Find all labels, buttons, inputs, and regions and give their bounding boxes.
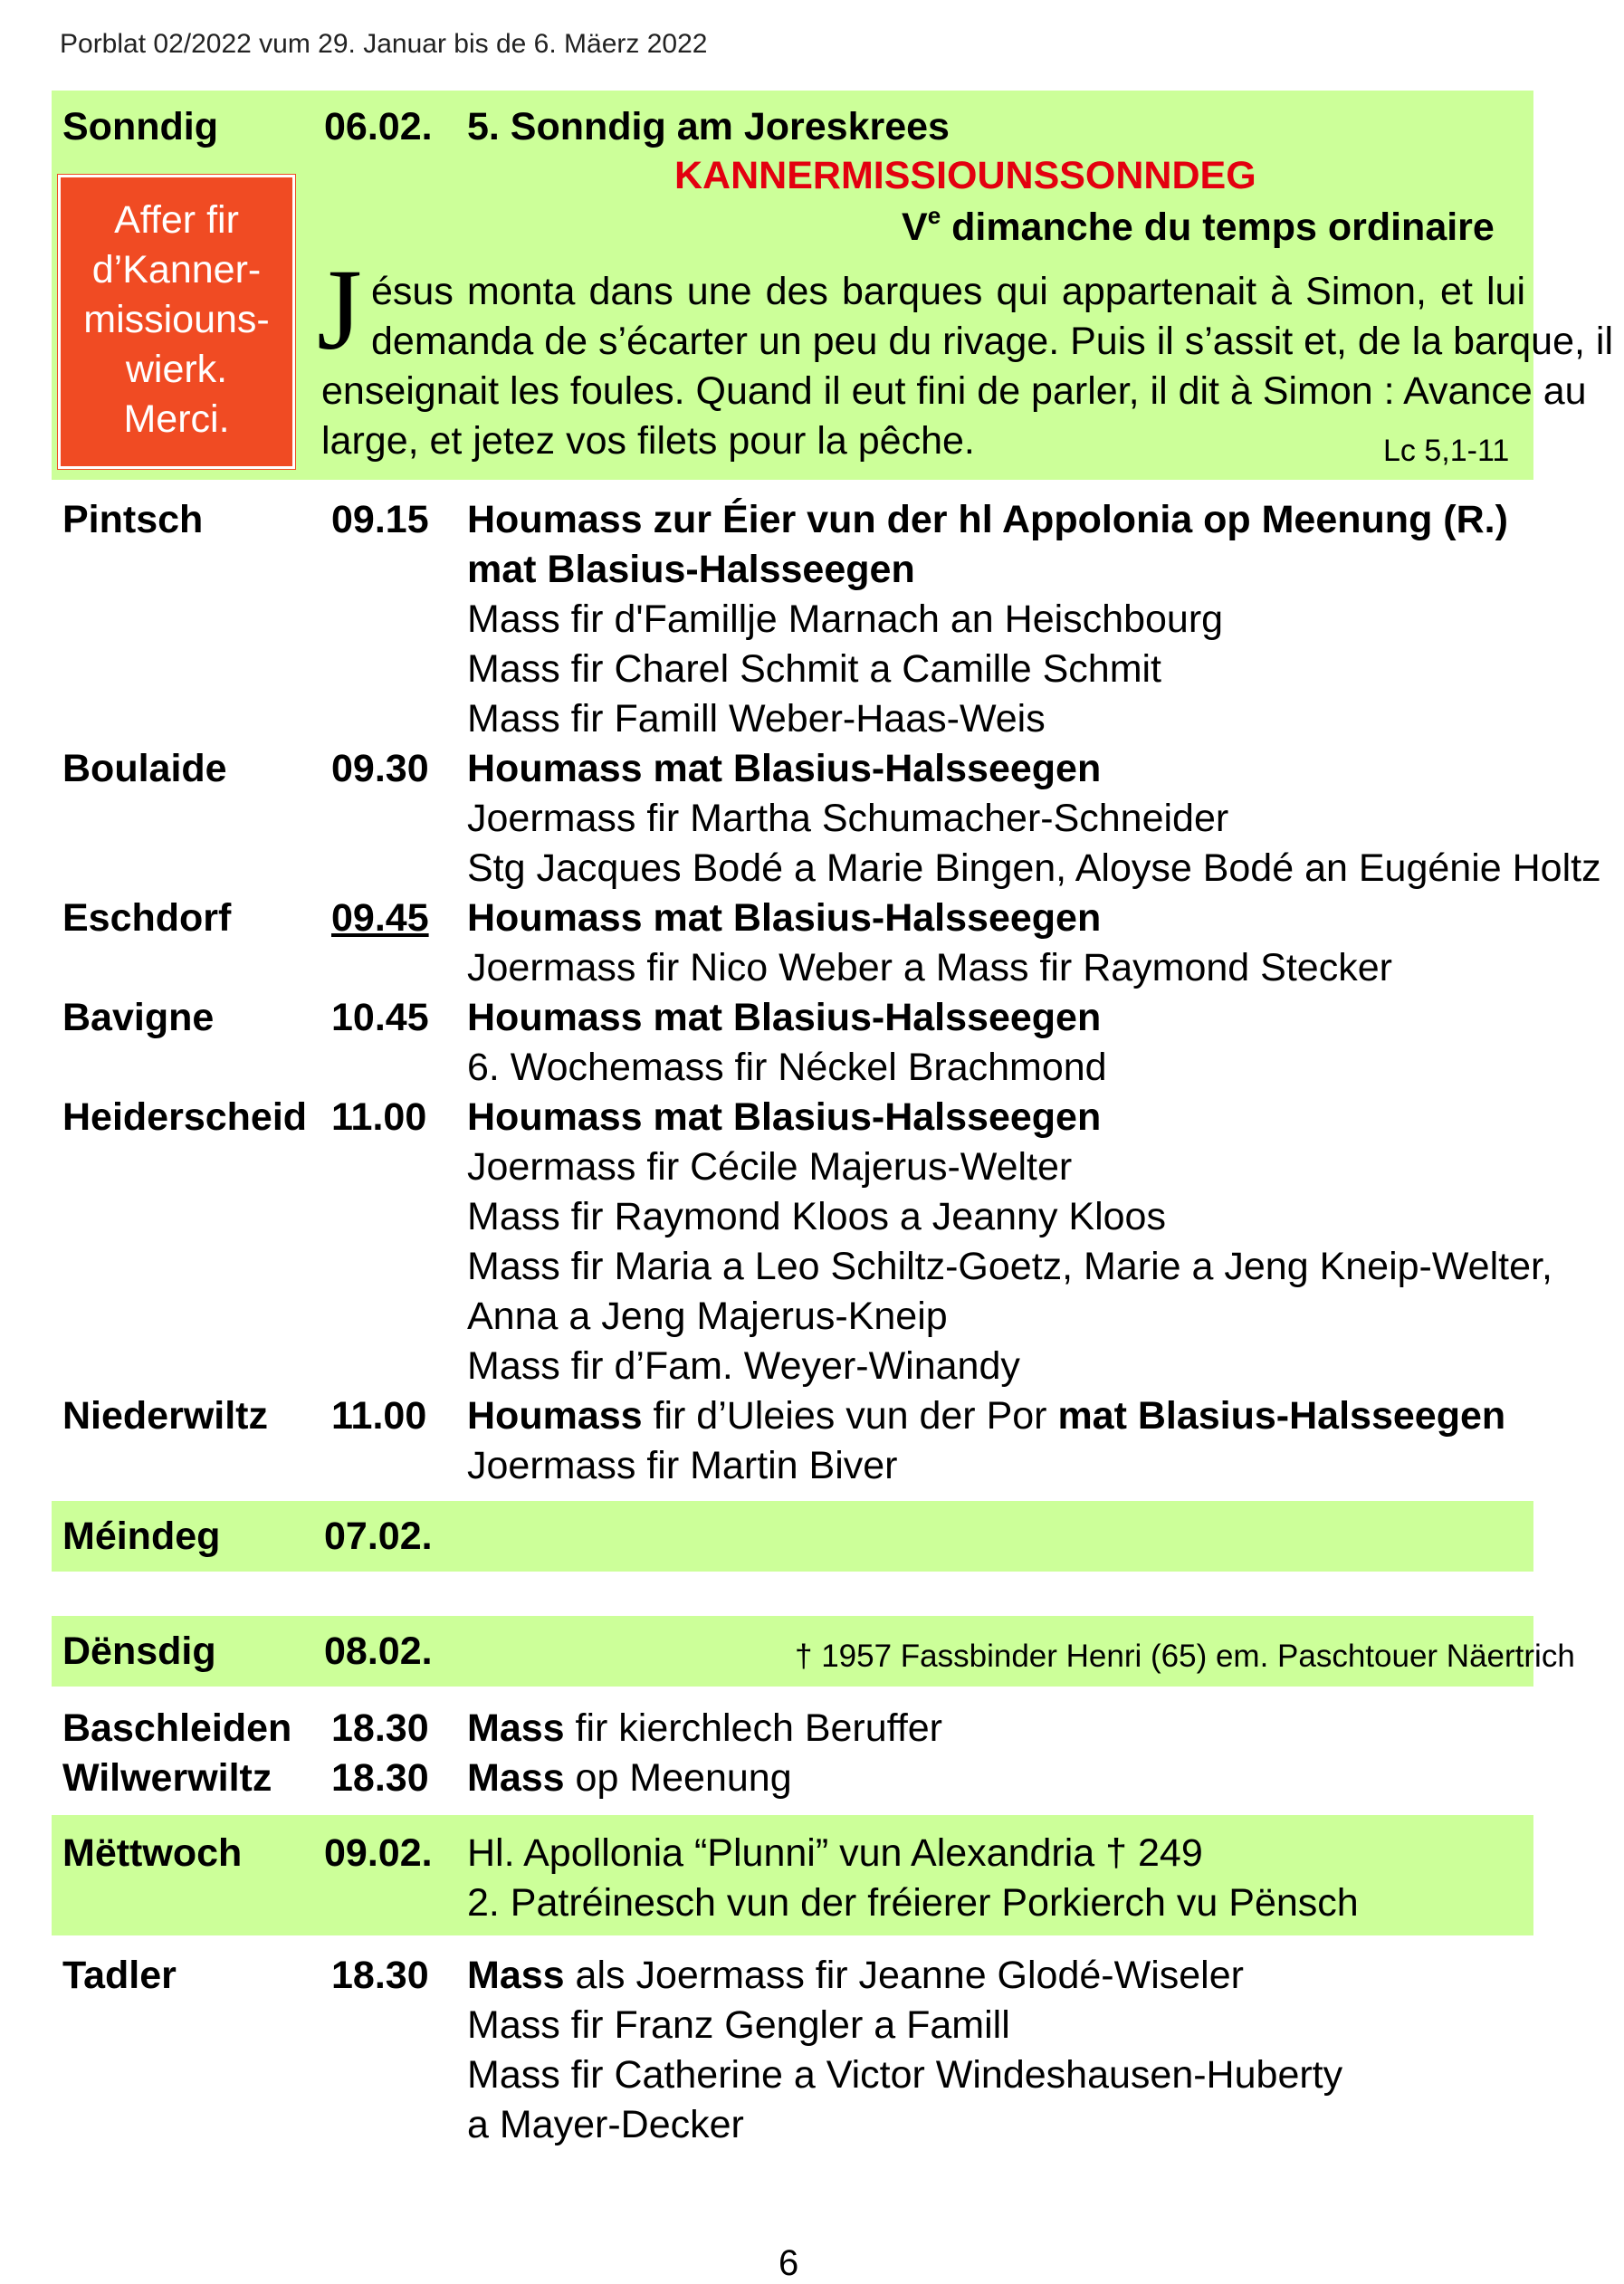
- text-line: Mass fir Franz Gengler a Famill: [467, 2003, 1010, 2047]
- time-pintsch: 09.15: [331, 498, 429, 541]
- text-line: mat Blasius-Halsseegen: [467, 548, 915, 591]
- day-densdig: Dënsdig: [62, 1629, 216, 1673]
- text-line: Mass als Joermass fir Jeanne Glodé-Wiseler: [467, 1954, 1244, 1997]
- time-boulaide: 09.30: [331, 747, 429, 790]
- text-line: Mass fir kierchlech Beruffer: [467, 1706, 943, 1750]
- text-line: Houmass zur Éier vun der hl Appolonia op Meenung (R.): [467, 498, 1508, 541]
- text-line: Houmass mat Blasius-Halsseegen: [467, 747, 1102, 790]
- time-heiderscheid: 11.00: [331, 1095, 427, 1139]
- text-line: Joermass fir Martin Biver: [467, 1444, 898, 1487]
- place-pintsch: Pintsch: [62, 498, 204, 541]
- obituary-note: † 1957 Fassbinder Henri (65) em. Paschtouer Näertrich: [795, 1639, 1575, 1674]
- text-line: Houmass mat Blasius-Halsseegen: [467, 1095, 1102, 1139]
- gospel-reference: Lc 5,1-11: [1383, 434, 1510, 468]
- place-tadler: Tadler: [62, 1954, 177, 1997]
- gospel-quote: [321, 267, 1614, 466]
- text-line: Mass fir Famill Weber-Haas-Weis: [467, 697, 1046, 741]
- text-line: Mass fir Maria a Leo Schiltz-Goetz, Marie a Jeng Kneip-Welter,: [467, 1245, 1552, 1288]
- page-header: Porblat 02/2022 vum 29. Januar bis de 6. Mäerz 2022: [60, 29, 708, 59]
- quote-line: large, et jetez vos filets pour la pêche.: [321, 419, 975, 463]
- date-meindeg: 07.02.: [324, 1515, 433, 1558]
- quote-line: enseignait les foules. Quand il eut fini de parler, il dit à Simon : Avance au: [321, 369, 1587, 413]
- time-niederwiltz: 11.00: [331, 1394, 427, 1438]
- text-line: Mass fir Raymond Kloos a Jeanny Kloos: [467, 1195, 1166, 1238]
- date-mettwoch: 09.02.: [324, 1831, 433, 1875]
- text-line: a Mayer-Decker: [467, 2103, 744, 2146]
- offer-line: missiouns-: [83, 298, 270, 341]
- text-line: Houmass fir d’Uleies vun der Por mat Blasius-Halsseegen: [467, 1394, 1506, 1438]
- offer-line: Merci.: [123, 397, 230, 441]
- page-number: 6: [779, 2243, 799, 2283]
- text-line: Mass fir d’Fam. Weyer-Winandy: [467, 1344, 1020, 1388]
- date-densdig: 08.02.: [324, 1629, 433, 1673]
- text-line: Joermass fir Nico Weber a Mass fir Raymond Stecker: [467, 946, 1392, 989]
- day-sonndig: Sonndig: [62, 105, 218, 148]
- offer-line: Affer fir: [114, 198, 239, 242]
- gospel-dropcap: J: [317, 245, 362, 374]
- sunday-title: 5. Sonndig am Joreskrees: [467, 105, 950, 148]
- text-line: Houmass mat Blasius-Halsseegen: [467, 896, 1102, 940]
- place-eschdorf: Eschdorf: [62, 896, 232, 940]
- place-heiderscheid: Heiderscheid: [62, 1095, 308, 1139]
- time-tadler: 18.30: [331, 1954, 429, 1997]
- date-sonndig: 06.02.: [324, 105, 433, 148]
- text-line: Hl. Apollonia “Plunni” vun Alexandria † 249: [467, 1831, 1203, 1875]
- french-title: Ve dimanche du temps ordinaire: [902, 202, 1495, 249]
- text-line: 6. Wochemass fir Néckel Brachmond: [467, 1046, 1107, 1089]
- text-line: Joermass fir Cécile Majerus-Welter: [467, 1145, 1073, 1189]
- text-line: Mass op Meenung: [467, 1756, 792, 1800]
- text-line: Stg Jacques Bodé a Marie Bingen, Aloyse Bodé an Eugénie Holtz: [467, 846, 1601, 890]
- day-mettwoch: Mëttwoch: [62, 1831, 243, 1875]
- text-line: Mass fir d'Famillje Marnach an Heischbourg: [467, 597, 1224, 641]
- text-line: Anna a Jeng Majerus-Kneip: [467, 1295, 948, 1338]
- text-line: Mass fir Catherine a Victor Windeshausen-Huberty: [467, 2053, 1343, 2097]
- text-line: Mass fir Charel Schmit a Camille Schmit: [467, 647, 1162, 691]
- day-meindeg: Méindeg: [62, 1515, 221, 1558]
- quote-line: ésus monta dans une des barques qui appartenait à Simon, et lui: [371, 270, 1525, 313]
- text-line: Houmass mat Blasius-Halsseegen: [467, 996, 1102, 1039]
- place-wilwerwiltz: Wilwerwiltz: [62, 1756, 272, 1800]
- kannermissiouns-title: KANNERMISSIOUNSSONNDEG: [674, 154, 1256, 197]
- monday-band: [52, 1501, 1533, 1572]
- place-boulaide: Boulaide: [62, 747, 227, 790]
- place-baschleiden: Baschleiden: [62, 1706, 292, 1750]
- offer-line: wierk.: [125, 348, 228, 391]
- offer-box: [58, 175, 295, 469]
- place-bavigne: Bavigne: [62, 996, 215, 1039]
- text-line: Joermass fir Martha Schumacher-Schneider: [467, 797, 1229, 840]
- time-bavigne: 10.45: [331, 996, 429, 1039]
- quote-line: demanda de s’écarter un peu du rivage. Puis il s’assit et, de la barque, il: [371, 320, 1614, 363]
- offer-line: d’Kanner-: [91, 248, 262, 291]
- time-eschdorf: 09.45: [331, 896, 429, 940]
- time-baschleiden: 18.30: [331, 1706, 429, 1750]
- place-niederwiltz: Niederwiltz: [62, 1394, 268, 1438]
- time-wilwerwiltz: 18.30: [331, 1756, 429, 1800]
- text-line: 2. Patréinesch vun der fréierer Porkierch vu Pënsch: [467, 1881, 1359, 1925]
